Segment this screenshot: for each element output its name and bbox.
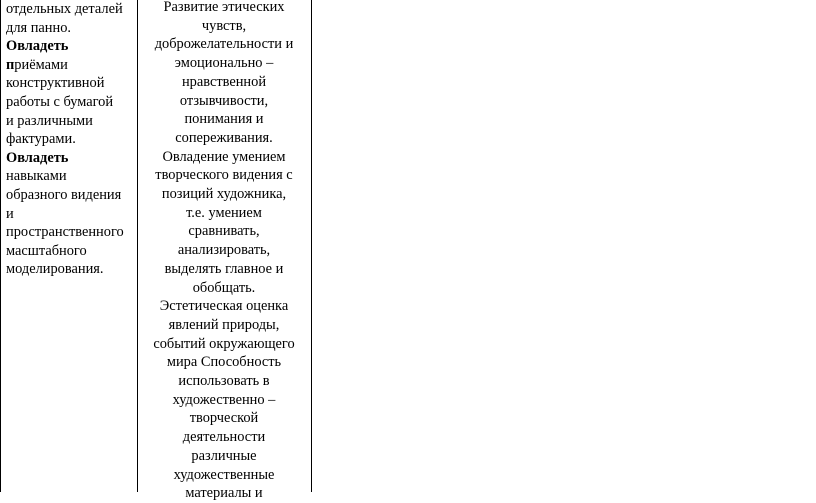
right-cell-line: эмоционально – <box>174 55 274 72</box>
right-cell-line: мира Способность <box>166 354 282 371</box>
left-cell-line <box>6 112 136 131</box>
content-table <box>0 0 312 502</box>
right-cell-line: использовать в <box>178 373 270 390</box>
right-cell-line: позиций художника, <box>161 186 287 203</box>
right-cell-line: сравнивать, <box>188 223 260 240</box>
left-cell-line-text: конструктивной <box>6 75 105 92</box>
left-cell-line-text: для панно. <box>6 19 72 36</box>
right-cell-line: материалы и <box>185 485 263 502</box>
right-cell-line: отзывчивости, <box>179 92 269 109</box>
left-cell-line <box>6 186 136 205</box>
left-cell-line-text: риёмами <box>14 56 68 73</box>
left-cell-line-text: работы с бумагой <box>6 93 114 110</box>
left-cell-line-text: пространственного <box>6 224 124 241</box>
left-cell-line-text: образного видения <box>6 186 122 203</box>
right-cell-line: художественно – <box>172 391 276 408</box>
right-cell-line: нравственной <box>181 73 267 90</box>
right-cell-line: явлений природы, <box>168 316 280 333</box>
right-cell-line: чувств, <box>201 17 247 34</box>
left-cell-line-bold: Овладеть <box>6 149 69 166</box>
table-column-left <box>1 0 138 492</box>
table-cell-right <box>138 0 310 503</box>
left-cell-line-text: моделирования. <box>6 261 104 278</box>
left-cell-line <box>6 223 136 242</box>
left-cell-line <box>6 130 136 149</box>
right-cell-line: творческого видения с <box>155 167 293 184</box>
left-cell-line <box>6 93 136 112</box>
left-cell-line-text: навыками <box>6 168 67 185</box>
right-cell-line: выделять главное и <box>164 260 284 277</box>
left-cell-line <box>6 167 136 186</box>
left-cell-line-bold: Овладеть <box>6 38 69 55</box>
left-cell-line-text: и различными <box>6 112 93 129</box>
left-cell-line <box>6 0 136 19</box>
left-cell-line <box>6 19 136 38</box>
right-cell-line: Овладение умением <box>162 148 286 165</box>
right-cell-line: творческой <box>189 410 259 427</box>
left-cell-line-text: отдельных деталей <box>6 1 123 17</box>
left-cell-line <box>6 205 136 224</box>
left-cell-line-text: и <box>6 205 14 222</box>
right-cell-line: различные <box>191 447 257 464</box>
right-cell-line: доброжелательности и <box>154 36 294 53</box>
left-cell-line <box>6 74 136 93</box>
right-cell-line: обобщать. <box>192 279 256 296</box>
right-cell-line: художественные <box>173 466 275 483</box>
left-cell-line <box>6 56 136 75</box>
left-cell-line <box>6 260 136 279</box>
table-column-right <box>138 0 310 502</box>
table-cell-left <box>6 0 136 279</box>
left-cell-line <box>6 242 136 261</box>
right-cell-line: т.е. умением <box>186 204 262 221</box>
right-cell-line: Развитие этических <box>163 0 285 15</box>
right-cell-line: событий окружающего <box>153 335 295 352</box>
left-cell-line-bold: п <box>6 56 15 73</box>
left-cell-line <box>6 149 136 168</box>
left-cell-line-text: фактурами. <box>6 131 76 148</box>
right-cell-line: деятельности <box>182 429 266 446</box>
right-cell-line: анализировать, <box>177 242 271 259</box>
left-cell-line <box>6 37 136 56</box>
right-cell-line: сопереживания. <box>175 129 273 146</box>
right-cell-line: понимания и <box>184 111 264 128</box>
left-cell-line-text: масштабного <box>6 242 87 259</box>
right-cell-line: Эстетическая оценка <box>159 298 289 315</box>
